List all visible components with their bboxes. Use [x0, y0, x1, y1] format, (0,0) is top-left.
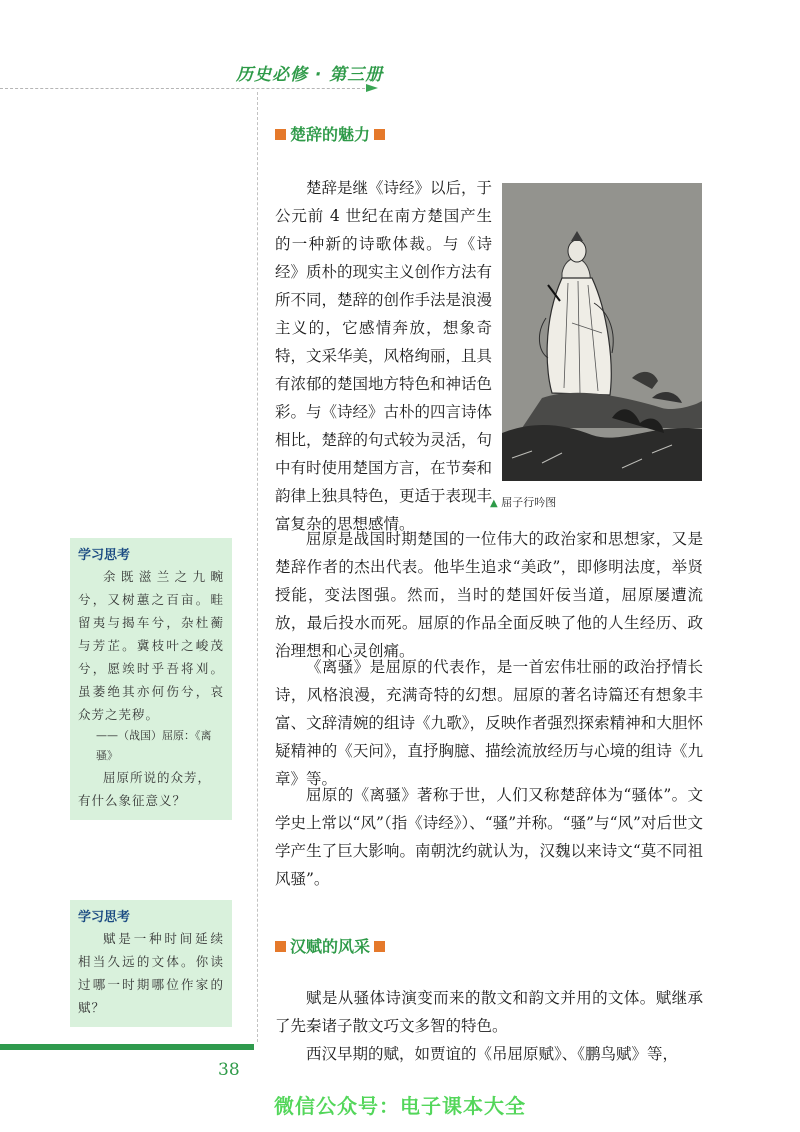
sidebar-source: ——（战国）屈原：《离骚》: [96, 729, 212, 762]
watermark: 微信公众号：电子课本大全: [274, 1094, 526, 1118]
paragraph-fu-intro: 赋是从骚体诗演变而来的散文和韵文并用的文体。赋继承了先秦诸子散文巧文多智的特色。: [275, 989, 703, 1035]
sidebar-study-think-1: [70, 538, 232, 820]
square-bullet-icon: [275, 129, 286, 140]
square-bullet-icon: [374, 941, 385, 952]
section-heading-chuci: 楚辞的魅力: [275, 122, 385, 145]
triangle-marker-icon: ▲: [490, 498, 498, 509]
header-divider: [0, 88, 370, 89]
paragraph-chuci-intro: 楚辞是继《诗经》以后，于公元前 4 世纪在南方楚国产生的一种新的诗歌体裁。与《诗经》质朴的现实主义创作方法有所不同，楚辞的创作手法是浪漫主义的，它感情奔放，想象奇特，文采华美，风格绚丽，且具有浓郁的楚国地方特色和神话色彩。与《诗经》古朴的四言诗体相比，楚辞的句式较为灵活，句中有时使用楚国方言，在节奏和韵律上独具特色，更适于表现丰富复杂的思想感情。: [275, 179, 493, 533]
painting-illustration: [502, 183, 702, 481]
header-title: 历史必修 · 第三册: [236, 65, 384, 85]
section-heading-hanfu: 汉赋的风采: [275, 934, 385, 957]
paragraph-saoti: 屈原的《离骚》著称于世，人们又称楚辞体为“骚体”。文学史上常以“风”（指《诗经》）、“骚”并称。“骚”与“风”对后世文学产生了巨大影响。南朝沈约就认为，汉魏以来诗文“莫不同祖风骚”。: [275, 786, 703, 888]
margin-divider: [257, 92, 258, 1042]
square-bullet-icon: [275, 941, 286, 952]
header-arrow-icon: [366, 84, 378, 92]
square-bullet-icon: [374, 129, 385, 140]
sidebar-question: 赋是一种时间延续相当久远的文体。你读过哪一时期哪位作家的赋？: [78, 931, 224, 1015]
sidebar-quote: 余既滋兰之九畹兮，又树蕙之百亩。畦留夷与揭车兮，杂杜蘅与芳芷。冀枝叶之峻茂兮，愿竢时乎吾将刈。虽萎绝其亦何伤兮，哀众芳之芜秽。: [78, 569, 224, 722]
sidebar-study-think-2: [70, 900, 232, 1027]
footer-bar: [0, 1044, 254, 1050]
paragraph-lisao: 《离骚》是屈原的代表作，是一首宏伟壮丽的政治抒情长诗，风格浪漫，充满奇特的幻想。屈原的著名诗篇还有想象丰富、文辞清婉的组诗《九歌》，反映作者强烈探索精神和大胆怀疑精神的《天问》，直抒胸臆、描绘流放经历与心境的组诗《九章》等。: [275, 658, 703, 788]
paragraph-quyuan: 屈原是战国时期楚国的一位伟大的政治家和思想家，又是楚辞作者的杰出代表。他毕生追求“美政”，即修明法度，举贤授能，变法图强。然而，当时的楚国奸佞当道，屈原屡遭流放，最后投水而死。屈原的作品全面反映了他的人生经历、政治理想和心灵创痛。: [275, 530, 703, 660]
sidebar-title: 学习思考: [78, 548, 131, 563]
sidebar-question: 屈原所说的众芳，有什么象征意义？: [78, 770, 212, 808]
figure-caption: ▲ 屈子行吟图: [490, 496, 557, 509]
page-number: 38: [218, 1060, 240, 1080]
figure-quzi-xingyin: [502, 183, 702, 481]
paragraph-xihan-fu: 西汉早期的赋，如贾谊的《吊屈原赋》、《鹏鸟赋》等，: [306, 1045, 679, 1063]
sidebar-title: 学习思考: [78, 910, 131, 925]
